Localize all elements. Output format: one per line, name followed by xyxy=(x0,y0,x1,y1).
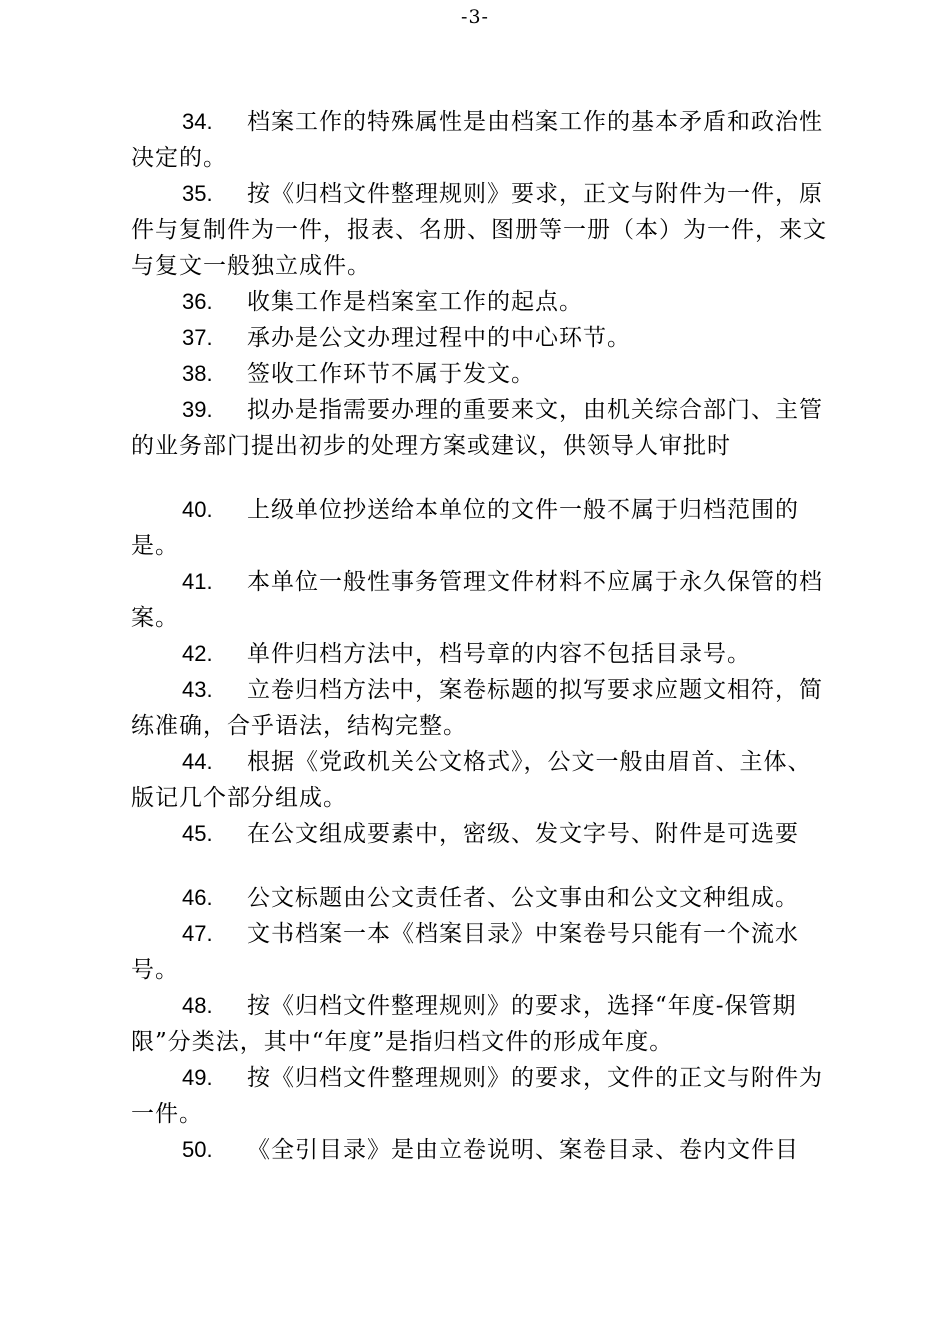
document-body xyxy=(131,104,831,1168)
item-number: 35. xyxy=(182,181,213,206)
list-item xyxy=(131,104,831,176)
list-item xyxy=(131,744,831,816)
list-item xyxy=(131,176,831,284)
item-number: 34. xyxy=(182,109,213,134)
list-item xyxy=(131,564,831,636)
item-text: 《全引目录》是由立卷说明、案卷目录、卷内文件目 xyxy=(247,1137,799,1163)
list-item xyxy=(131,1132,831,1168)
item-number: 43. xyxy=(182,677,213,702)
list-item xyxy=(131,1060,831,1132)
item-text: 按《归档文件整理规则》要求，正文与附件为一件，原件与复制件为一件，报表、名册、图册等一册（本）为一件，来文与复文一般独立成件。 xyxy=(131,181,827,279)
list-item xyxy=(131,816,831,852)
item-number: 44. xyxy=(182,749,213,774)
list-item xyxy=(131,636,831,672)
list-item xyxy=(131,916,831,988)
item-number: 46. xyxy=(182,885,213,910)
list-item xyxy=(131,988,831,1060)
item-text: 上级单位抄送给本单位的文件一般不属于归档范围的是。 xyxy=(131,497,799,559)
list-item xyxy=(131,320,831,356)
item-text: 本单位一般性事务管理文件材料不应属于永久保管的档案。 xyxy=(131,569,823,631)
item-text: 公文标题由公文责任者、公文事由和公文文种组成。 xyxy=(247,885,799,911)
item-number: 47. xyxy=(182,921,213,946)
list-item xyxy=(131,880,831,916)
item-number: 39. xyxy=(182,397,213,422)
item-number: 40. xyxy=(182,497,213,522)
list-item xyxy=(131,392,831,464)
item-number: 48. xyxy=(182,993,213,1018)
item-text: 拟办是指需要办理的重要来文，由机关综合部门、主管的业务部门提出初步的处理方案或建议，供领导人审批时 xyxy=(131,397,823,459)
item-number: 41. xyxy=(182,569,213,594)
item-text: 单件归档方法中，档号章的内容不包括目录号。 xyxy=(247,641,751,667)
item-text: 文书档案一本《档案目录》中案卷号只能有一个流水号。 xyxy=(131,921,799,983)
list-item xyxy=(131,492,831,564)
page-number: -3- xyxy=(461,6,489,28)
item-text: 按《归档文件整理规则》的要求，选择“年度-保管期限”分类法，其中“年度”是指归档文件的形成年度。 xyxy=(131,993,797,1055)
item-number: 36. xyxy=(182,289,213,314)
item-number: 42. xyxy=(182,641,213,666)
item-number: 49. xyxy=(182,1065,213,1090)
item-text: 收集工作是档案室工作的起点。 xyxy=(247,289,583,315)
item-text: 档案工作的特殊属性是由档案工作的基本矛盾和政治性决定的。 xyxy=(131,109,823,171)
item-text: 按《归档文件整理规则》的要求，文件的正文与附件为一件。 xyxy=(131,1065,823,1127)
item-text: 签收工作环节不属于发文。 xyxy=(247,361,535,387)
list-item xyxy=(131,284,831,320)
item-text: 根据《党政机关公文格式》，公文一般由眉首、主体、版记几个部分组成。 xyxy=(131,749,812,811)
item-text: 承办是公文办理过程中的中心环节。 xyxy=(247,325,631,351)
item-text: 立卷归档方法中，案卷标题的拟写要求应题文相符，简练准确，合乎语法，结构完整。 xyxy=(131,677,823,739)
item-text: 在公文组成要素中，密级、发文字号、附件是可选要 xyxy=(247,821,799,847)
list-item xyxy=(131,672,831,744)
item-number: 37. xyxy=(182,325,213,350)
item-number: 45. xyxy=(182,821,213,846)
list-item xyxy=(131,356,831,392)
item-number: 38. xyxy=(182,361,213,386)
item-number: 50. xyxy=(182,1137,213,1162)
